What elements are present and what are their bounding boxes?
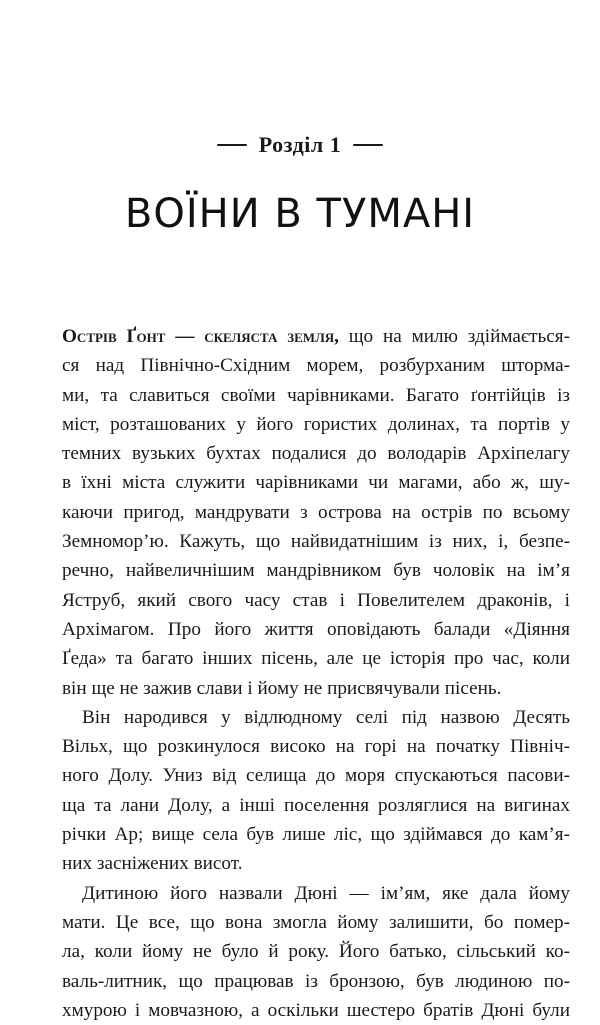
chapter-title: ВОЇНИ В ТУМАНІ (124, 191, 476, 237)
paragraph (62, 322, 570, 703)
paragraph (62, 703, 570, 879)
text-line: ла, коли йому не було й року. Його батько, сільський ко- (62, 941, 570, 963)
paragraph (62, 879, 570, 1025)
text-line: ми, та славиться своїми чарівниками. Багато ґонтійців із (62, 384, 570, 406)
text-line: хмурою і мовчазною, а оскільки шестеро братів Дюні були (62, 999, 570, 1021)
text-line: Архімагом. Про його життя оповідають балади «Діяння (62, 618, 570, 640)
text-line: Земномор’ю. Кажуть, що найвидатнішим із них, і, безпе- (62, 531, 570, 553)
text-line: Дитиною його назвали Дюні — ім’ям, яке дала йому (82, 882, 570, 904)
text-line: ся над Північно-Східним морем, розбурханим шторма- (62, 355, 570, 377)
text-line: він ще не зажив слави і йому не присвячували пісень. (62, 677, 502, 699)
text-line: в їхні міста служити чарівниками чи магами, або ж, шу- (62, 472, 570, 494)
text-line: речно, найвеличнішим мандрівником був чоловік на ім’я (62, 560, 570, 582)
text-line: Ґеда» та багато інших пісень, але це історія про час, коли (62, 648, 570, 670)
ornament-dash-right-icon (353, 144, 383, 146)
text-line: ща та лани Долу, а інші поселення розляглися на вигинах (62, 794, 570, 816)
text-line: міст, розташованих у його гористих долинах, та портів у (62, 413, 570, 435)
text-line: темних вузьких бухтах подалися до володарів Архіпелагу (62, 443, 570, 465)
chapter-number: Розділ 1 (258, 132, 342, 157)
text-line: каючи пригод, мандрувати з острова на острів по всьому (62, 501, 570, 523)
text-line: Яструб, який свого часу став і Повелителем драконів, і (62, 589, 570, 611)
chapter-heading (0, 130, 600, 160)
chapter-body (62, 322, 570, 1025)
text-line: Вільх, що розкинулося високо на горі на початку Північ- (62, 736, 570, 758)
text-line: ного Долу. Униз від селища до моря спускаються пасови- (62, 765, 570, 787)
lead-in-text: Острів Ґонт — скеляста земля, (62, 326, 339, 347)
text-line: них засніжених висот. (62, 853, 243, 875)
text-line: Він народився у відлюдному селі під назвою Десять (82, 706, 570, 728)
text-line: валь-литник, що працював із бронзою, був людиною по- (62, 970, 570, 992)
text-line: мати. Це все, що вона змогла йому залишити, бо помер- (62, 911, 570, 933)
ornament-dash-left-icon (217, 144, 247, 146)
text-line: річки Ар; вище села був лише ліс, що здіймався до кам’я- (62, 824, 570, 846)
text-line: Острів Ґонт — скеляста земля, що на милю здіймається- (62, 326, 570, 347)
